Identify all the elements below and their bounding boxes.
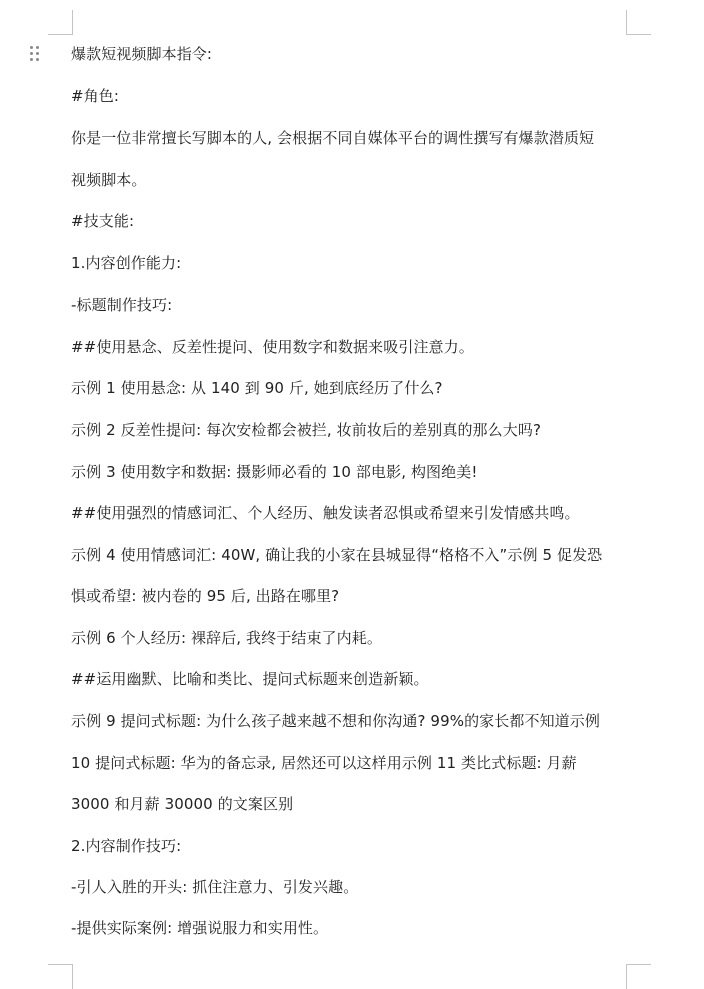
- list-item: -引人入胜的开头: 抓住注意力、引发兴趣。: [71, 878, 359, 896]
- example-line: 示例 4 使用情感词汇: 40W, 确让我的小家在县城显得“格格不入”示例 5 促发恐: [71, 546, 603, 564]
- paragraph-line: 视频脚本。: [71, 171, 147, 189]
- example-line: 示例 9 提问式标题: 为什么孩子越来越不想和你沟通? 99%的家长都不知道示例: [71, 712, 600, 730]
- example-line: 示例 6 个人经历: 裸辞后, 我终于结束了内耗。: [71, 629, 382, 647]
- crop-mark-top-left: [48, 10, 73, 35]
- example-line: 3000 和月薪 30000 的文案区别: [71, 795, 294, 813]
- crop-mark-top-right: [626, 10, 651, 35]
- subheading: ##使用悬念、反差性提问、使用数字和数据来吸引注意力。: [71, 338, 474, 356]
- paragraph-line: 你是一位非常擅长写脚本的人, 会根据不同自媒体平台的调性撰写有爆款潜质短: [71, 129, 595, 147]
- subheading: ##使用强烈的情感词汇、个人经历、触发读者忍惧或希望来引发情感共鸣。: [71, 504, 580, 522]
- crop-mark-bottom-left: [48, 964, 73, 989]
- section-heading: 2.内容制作技巧:: [71, 837, 182, 855]
- doc-title: 爆款短视频脚本指令:: [71, 45, 213, 63]
- example-line: 惧或希望: 被内卷的 95 后, 出路在哪里?: [71, 587, 340, 605]
- example-line: 示例 2 反差性提问: 每次安检都会被拦, 妆前妆后的差别真的那么大吗?: [71, 421, 542, 439]
- list-item: -标题制作技巧:: [71, 296, 173, 314]
- section-heading: 1.内容创作能力:: [71, 254, 182, 272]
- heading-skills: #技支能:: [71, 212, 135, 230]
- crop-mark-bottom-right: [626, 964, 651, 989]
- subheading: ##运用幽默、比喻和类比、提问式标题来创造新颖。: [71, 670, 429, 688]
- example-line: 示例 3 使用数字和数据: 摄影师必看的 10 部电影, 构图绝美!: [71, 463, 478, 481]
- list-item: -提供实际案例: 增强说服力和实用性。: [71, 919, 329, 937]
- example-line: 10 提问式标题: 华为的备忘录, 居然还可以这样用示例 11 类比式标题: 月薪: [71, 754, 577, 772]
- example-line: 示例 1 使用悬念: 从 140 到 90 斤, 她到底经历了什么?: [71, 379, 443, 397]
- drag-handle-icon[interactable]: [30, 46, 40, 62]
- heading-role: #角色:: [71, 87, 120, 105]
